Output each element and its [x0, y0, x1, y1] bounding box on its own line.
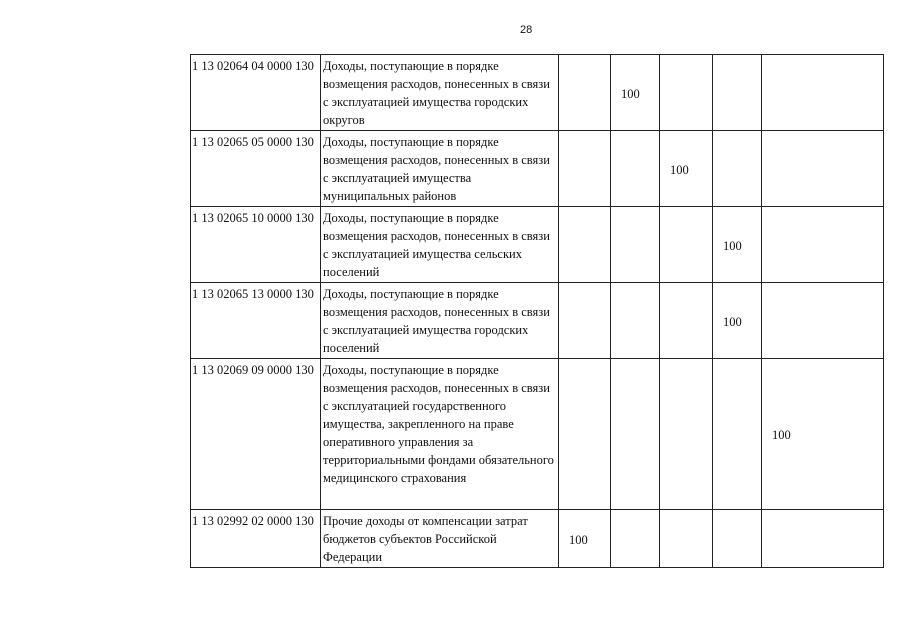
- value-cell-5: [762, 510, 884, 568]
- revenue-name: Доходы, поступающие в порядке возмещения расходов, понесенных в связи с эксплуатацией государственного имущества, закрепленного на праве оперативного управления за территориальными фондами обязательного медицинского страхования: [321, 359, 559, 510]
- value-cell-1: 100: [559, 510, 611, 568]
- revenue-code: 1 13 02064 04 0000 130: [191, 55, 321, 131]
- value-cell-1: [559, 359, 611, 510]
- value-cell-4: [713, 359, 762, 510]
- table-row: [191, 131, 884, 207]
- table-row: [191, 359, 884, 510]
- table-row: [191, 510, 884, 568]
- value-cell-5: [762, 207, 884, 283]
- value-cell-4: [713, 510, 762, 568]
- value-cell-4: 100: [713, 207, 762, 283]
- table-row: [191, 207, 884, 283]
- revenue-name: Доходы, поступающие в порядке возмещения расходов, понесенных в связи с эксплуатацией имущества муниципальных районов: [321, 131, 559, 207]
- value-cell-1: [559, 55, 611, 131]
- value-cell-4: 100: [713, 283, 762, 359]
- revenue-code: 1 13 02992 02 0000 130: [191, 510, 321, 568]
- value-cell-5: [762, 55, 884, 131]
- revenue-name: Доходы, поступающие в порядке возмещения расходов, понесенных в связи с эксплуатацией имущества городских поселений: [321, 283, 559, 359]
- value-cell-2: [611, 510, 660, 568]
- value-cell-2: [611, 207, 660, 283]
- value-cell-2: 100: [611, 55, 660, 131]
- value-cell-1: [559, 283, 611, 359]
- value-cell-4: [713, 131, 762, 207]
- value-cell-4: [713, 55, 762, 131]
- value-cell-5: [762, 131, 884, 207]
- value-cell-1: [559, 131, 611, 207]
- value-cell-2: [611, 131, 660, 207]
- value-cell-2: [611, 283, 660, 359]
- table-row: [191, 283, 884, 359]
- value-cell-5: [762, 283, 884, 359]
- revenue-code: 1 13 02065 10 0000 130: [191, 207, 321, 283]
- value-cell-3: [660, 510, 713, 568]
- value-cell-3: [660, 283, 713, 359]
- value-cell-3: 100: [660, 131, 713, 207]
- revenue-name: Прочие доходы от компенсации затрат бюджетов субъектов Российской Федерации: [321, 510, 559, 568]
- revenue-distribution-table: [190, 54, 884, 568]
- value-cell-3: [660, 359, 713, 510]
- revenue-code: 1 13 02065 05 0000 130: [191, 131, 321, 207]
- table-row: [191, 55, 884, 131]
- revenue-name: Доходы, поступающие в порядке возмещения расходов, понесенных в связи с эксплуатацией имущества сельских поселений: [321, 207, 559, 283]
- value-cell-2: [611, 359, 660, 510]
- page-number: 28: [520, 24, 533, 36]
- value-cell-1: [559, 207, 611, 283]
- value-cell-3: [660, 55, 713, 131]
- value-cell-5: 100: [762, 359, 884, 510]
- value-cell-3: [660, 207, 713, 283]
- revenue-code: 1 13 02069 09 0000 130: [191, 359, 321, 510]
- revenue-name: Доходы, поступающие в порядке возмещения расходов, понесенных в связи с эксплуатацией имущества городских округов: [321, 55, 559, 131]
- revenue-code: 1 13 02065 13 0000 130: [191, 283, 321, 359]
